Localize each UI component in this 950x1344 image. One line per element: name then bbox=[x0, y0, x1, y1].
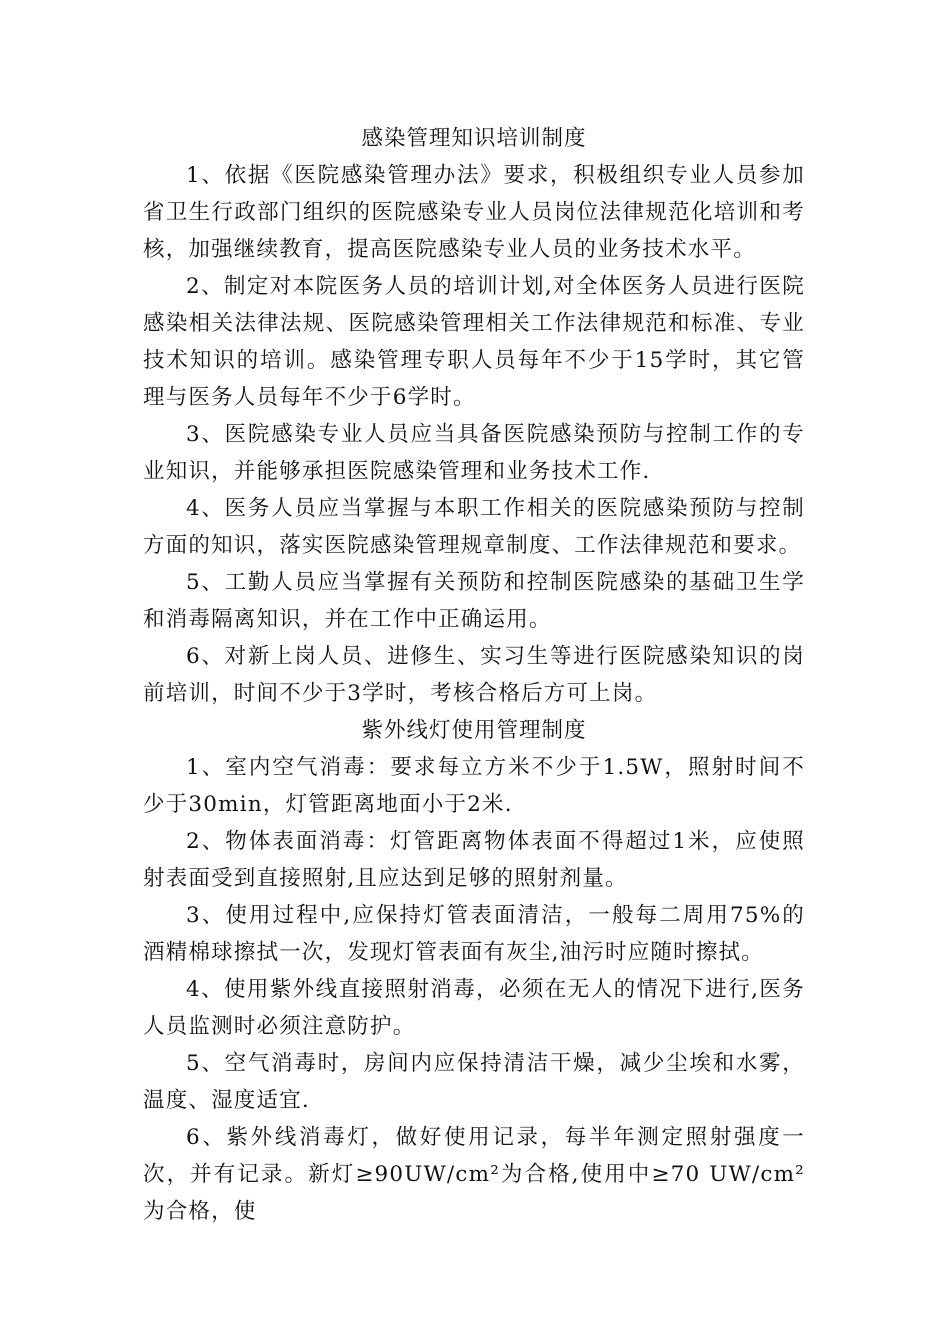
paragraph: 2、制定对本院医务人员的培训计划,对全体医务人员进行医院感染相关法律法规、医院感染管理相关工作法律规范和标准、专业技术知识的培训。感染管理专职人员每年不少于15学时，其它管理与医务人员每年不少于6学时。 bbox=[143, 274, 805, 410]
section-title: 感染管理知识培训制度 bbox=[361, 126, 587, 151]
paragraph: 1、依据《医院感染管理办法》要求，积极组织专业人员参加省卫生行政部门组织的医院感染专业人员岗位法律规范化培训和考核，加强继续教育，提高医院感染专业人员的业务技术水平。 bbox=[143, 163, 805, 262]
paragraph: 5、工勤人员应当掌握有关预防和控制医院感染的基础卫生学和消毒隔离知识，并在工作中正确运用。 bbox=[143, 570, 805, 632]
section-infection-training bbox=[143, 120, 805, 712]
paragraph: 3、使用过程中,应保持灯管表面清洁，一般每二周用75%的酒精棉球擦拭一次，发现灯管表面有灰尘,油污时应随时擦拭。 bbox=[143, 903, 805, 965]
paragraph: 2、物体表面消毒：灯管距离物体表面不得超过1米，应使照射表面受到直接照射,且应达到足够的照射剂量。 bbox=[143, 829, 805, 891]
section-uv-lamp bbox=[143, 712, 805, 1230]
paragraph: 6、对新上岗人员、进修生、实习生等进行医院感染知识的岗前培训，时间不少于3学时，考核合格后方可上岗。 bbox=[143, 644, 805, 706]
paragraph: 5、空气消毒时，房间内应保持清洁干燥，减少尘埃和水雾，温度、湿度适宜. bbox=[143, 1051, 805, 1113]
document-page bbox=[143, 120, 805, 1230]
paragraph: 1、室内空气消毒：要求每立方米不少于1.5W，照射时间不少于30min，灯管距离地面小于2米. bbox=[143, 755, 805, 817]
paragraph: 3、医院感染专业人员应当具备医院感染预防与控制工作的专业知识，并能够承担医院感染管理和业务技术工作. bbox=[143, 422, 805, 484]
section-title: 紫外线灯使用管理制度 bbox=[361, 718, 587, 743]
paragraph: 4、使用紫外线直接照射消毒，必须在无人的情况下进行,医务人员监测时必须注意防护。 bbox=[143, 977, 805, 1039]
paragraph: 4、医务人员应当掌握与本职工作相关的医院感染预防与控制方面的知识，落实医院感染管理规章制度、工作法律规范和要求。 bbox=[143, 496, 805, 558]
paragraph: 6、紫外线消毒灯，做好使用记录，每半年测定照射强度一次，并有记录。新灯≥90UW/cm²为合格,使用中≥70 UW/cm²为合格，使 bbox=[143, 1125, 805, 1224]
